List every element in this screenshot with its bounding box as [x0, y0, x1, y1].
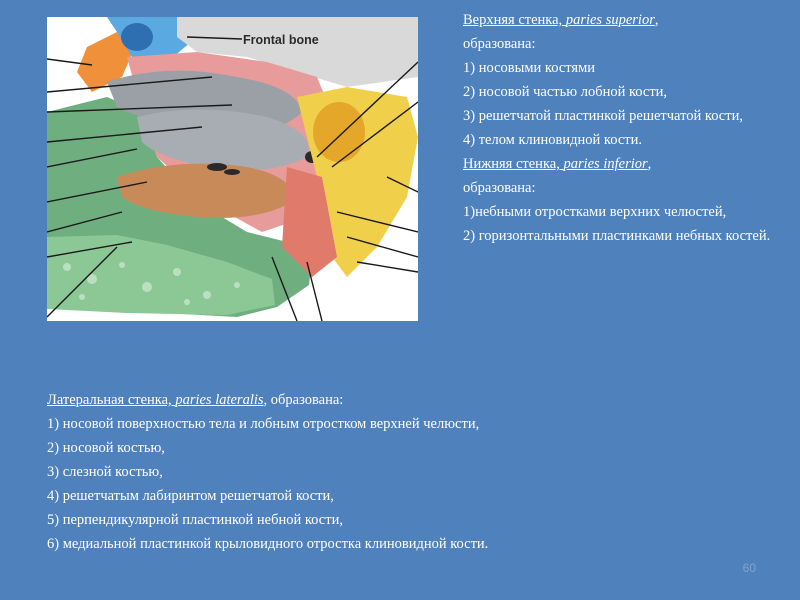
- page-number: 60: [742, 561, 756, 575]
- superior-inferior-walls-text: [463, 8, 793, 248]
- superior-heading-suffix: ,: [654, 12, 659, 28]
- superior-item: 4) телом клиновидной кости.: [463, 132, 642, 148]
- superior-heading-latin: paries superior: [565, 12, 655, 28]
- superior-formed-label: образована:: [463, 36, 536, 52]
- lateral-heading-suffix: , образована:: [263, 392, 344, 408]
- meatus-opening-shape: [224, 169, 240, 175]
- frontal-sinus-shape: [121, 23, 153, 51]
- meatus-opening-shape: [207, 163, 227, 171]
- lateral-item: 3) слезной костью,: [47, 464, 163, 480]
- inferior-formed-label: образована:: [463, 180, 536, 196]
- lateral-item: 2) носовой костью,: [47, 440, 165, 456]
- superior-wall-heading: [463, 8, 793, 32]
- lateral-heading-prefix: Латеральная стенка,: [47, 392, 176, 408]
- inferior-item: 2) горизонтальными пластинками небных костей.: [463, 228, 771, 244]
- lateral-wall-text: [47, 388, 747, 556]
- inferior-heading-suffix: ,: [647, 156, 652, 172]
- lateral-heading-latin: paries lateralis: [175, 392, 264, 408]
- frontal-bone-label: Frontal bone: [243, 33, 319, 47]
- lateral-item: 4) решетчатым лабиринтом решетчатой кости,: [47, 488, 334, 504]
- inferior-heading-prefix: Нижняя стенка,: [463, 156, 564, 172]
- superior-heading-prefix: Верхняя стенка,: [463, 12, 566, 28]
- inferior-heading-latin: paries inferior: [563, 156, 648, 172]
- superior-item: 2) носовой частью лобной кости,: [463, 84, 668, 100]
- anatomy-drawing: [47, 17, 418, 321]
- inferior-wall-heading: [463, 152, 793, 176]
- lateral-item: 1) носовой поверхностью тела и лобным отростком верхней челюсти,: [47, 416, 480, 432]
- nasal-cavity-anatomy-illustration: [47, 17, 418, 321]
- lateral-wall-heading: [47, 388, 747, 412]
- superior-item: 1) носовыми костями: [463, 60, 596, 76]
- lateral-item: 6) медиальной пластинкой крыловидного отростка клиновидной кости.: [47, 536, 489, 552]
- lateral-item: 5) перпендикулярной пластинкой небной кости,: [47, 512, 343, 528]
- superior-item: 3) решетчатой пластинкой решетчатой кости,: [463, 108, 743, 124]
- inferior-item: 1)небными отростками верхних челюстей,: [463, 204, 727, 220]
